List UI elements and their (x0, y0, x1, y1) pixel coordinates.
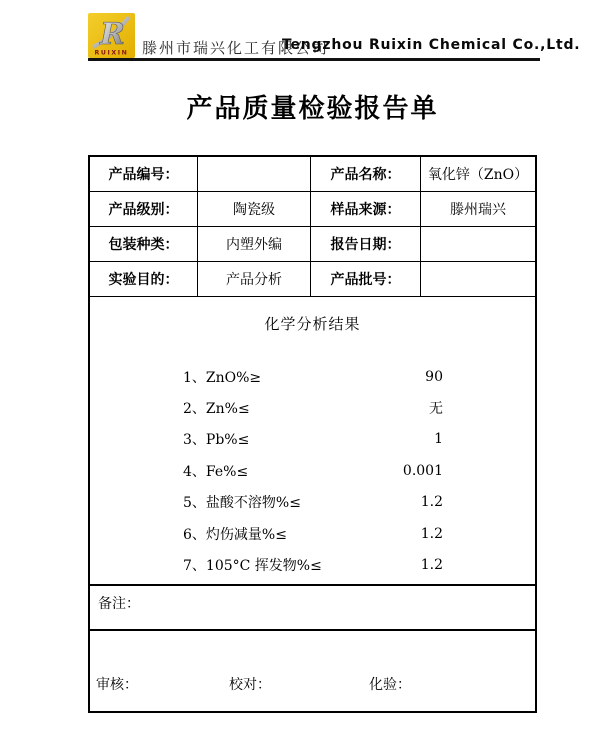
analysis-item-label: 7、105°C 挥发物%≤ (183, 558, 322, 575)
analysis-item-value: 1.2 (420, 557, 443, 574)
report-date-label: 报告日期： (311, 227, 421, 261)
analysis-item-value: 1.2 (420, 525, 443, 542)
analysis-item-zno (183, 361, 443, 392)
analysis-item-volatiles (183, 549, 443, 580)
report-table (88, 155, 537, 713)
tester-label: 化验： (369, 677, 411, 693)
ruixin-logo-icon (88, 13, 135, 58)
analysis-item-value: 1 (434, 431, 443, 448)
packaging-type-label: 包装种类： (90, 227, 198, 261)
product-grade-label: 产品级别： (90, 192, 198, 226)
packaging-type-value: 内塑外编 (198, 227, 311, 261)
table-row-packaging (90, 227, 535, 262)
table-row-test-purpose (90, 262, 535, 297)
analysis-item-label: 1、ZnO%≥ (183, 369, 262, 386)
analysis-item-label: 6、灼伤减量%≤ (183, 526, 287, 543)
product-number-value (198, 157, 311, 191)
test-purpose-value: 产品分析 (198, 262, 311, 296)
analysis-item-value: 1.2 (420, 494, 443, 511)
sample-source-label: 样品来源： (311, 192, 421, 226)
page-title: 产品质量检验报告单 (186, 93, 439, 123)
proofreader-label: 校对： (229, 677, 271, 693)
remarks-label: 备注： (98, 596, 140, 612)
analysis-item-ignition-loss (183, 518, 443, 549)
analysis-items (183, 361, 443, 581)
analysis-item-label: 5、盐酸不溶物%≤ (183, 495, 301, 512)
analysis-item-label: 4、Fe%≤ (183, 463, 249, 480)
analysis-heading: 化学分析结果 (264, 315, 361, 333)
analysis-item-hcl-insoluble (183, 487, 443, 518)
batch-number-label: 产品批号： (311, 262, 421, 296)
table-row-product-number (90, 157, 535, 192)
analysis-item-fe (183, 455, 443, 486)
chemical-analysis-section (90, 297, 535, 586)
remarks-row (90, 586, 535, 631)
batch-number-value (421, 262, 535, 296)
logo-brand-text: RUIXIN (94, 49, 129, 57)
company-name-english: Tengzhou Ruixin Chemical Co.,Ltd. (282, 37, 581, 53)
analysis-item-pb (183, 424, 443, 455)
analysis-item-label: 3、Pb%≤ (183, 432, 250, 449)
table-row-product-grade (90, 192, 535, 227)
product-number-label: 产品编号： (90, 157, 198, 191)
report-date-value (421, 227, 535, 261)
sample-source-value: 滕州瑞兴 (450, 202, 506, 218)
company-name-chinese: 滕州市瑞兴化工有限公司 (142, 39, 330, 57)
signature-row (90, 631, 535, 711)
header-divider (88, 58, 540, 61)
product-name-label: 产品名称： (311, 157, 421, 191)
company-logo (88, 13, 135, 58)
product-grade-value: 陶瓷级 (198, 192, 311, 226)
analysis-item-label: 2、Zn%≤ (183, 401, 250, 418)
reviewer-label: 审核： (96, 677, 138, 693)
analysis-item-value: 无 (429, 401, 443, 418)
product-name-value: 氧化锌（ZnO） (427, 167, 529, 183)
analysis-item-zn (183, 392, 443, 423)
logo-letter: R (100, 17, 125, 52)
test-purpose-label: 实验目的： (90, 262, 198, 296)
analysis-item-value: 0.001 (402, 462, 443, 479)
analysis-item-value: 90 (425, 368, 443, 385)
